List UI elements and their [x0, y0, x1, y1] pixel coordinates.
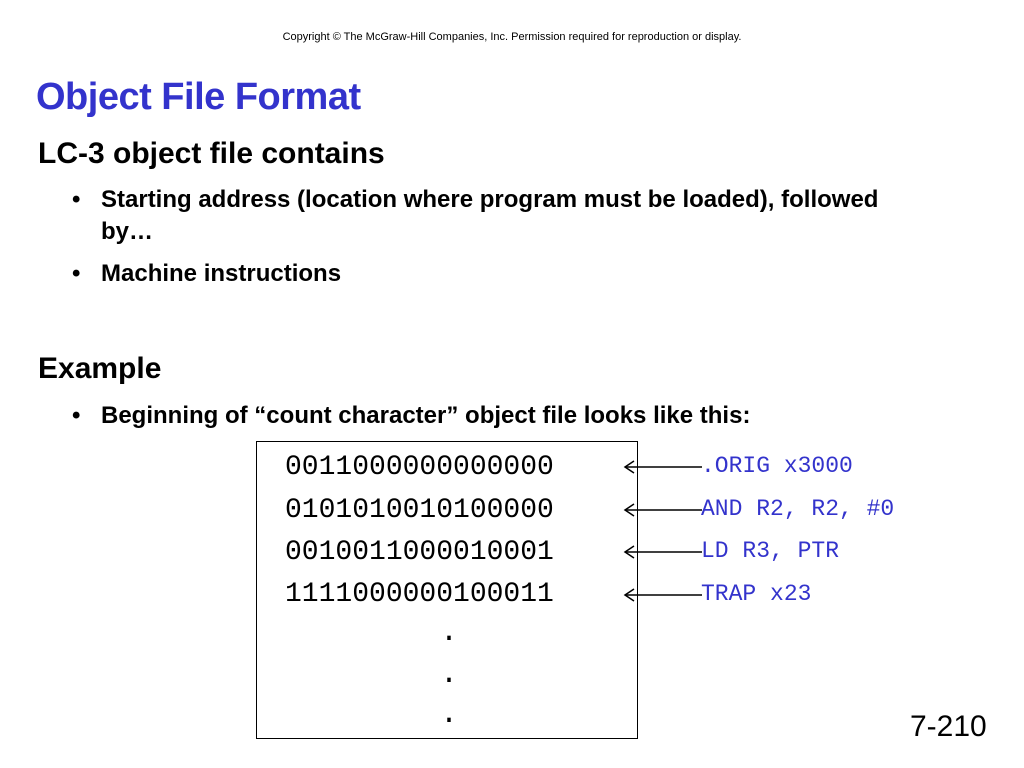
assembly-line: TRAP x23 [701, 581, 812, 607]
bullet-beginning-of-file [72, 400, 972, 432]
bullet-machine-instructions [72, 258, 932, 290]
left-arrow-icon [622, 459, 704, 475]
object-code-line: 0011000000000000 [285, 452, 554, 483]
bullet-marker: • [72, 402, 81, 429]
continuation-dot: . [440, 658, 459, 692]
bullet-marker: • [72, 186, 81, 213]
copyright-notice: Copyright © The McGraw-Hill Companies, Inc. Permission required for reproduction or display. [282, 31, 742, 43]
left-arrow-icon [622, 587, 704, 603]
left-arrow-icon [622, 502, 704, 518]
bullet-marker: • [72, 260, 81, 287]
object-code-line: 0010011000010001 [285, 537, 554, 568]
section-heading-example: Example [38, 352, 162, 385]
assembly-line: .ORIG x3000 [701, 453, 853, 479]
bullet-text: Machine instructions [101, 260, 342, 287]
page-number: 7-210 [910, 710, 987, 743]
assembly-line: AND R2, R2, #0 [701, 496, 895, 522]
assembly-line: LD R3, PTR [701, 538, 840, 564]
bullet-text: Beginning of “count character” object file looks like this: [101, 402, 751, 429]
left-arrow-icon [622, 544, 704, 560]
object-code-line: 1111000000100011 [285, 579, 554, 610]
object-code-line: 0101010010100000 [285, 495, 554, 526]
continuation-dot: . [440, 616, 459, 650]
continuation-dot: . [440, 698, 459, 732]
bullet-starting-address [72, 184, 932, 248]
section-heading-contents: LC-3 object file contains [38, 137, 385, 170]
slide-title: Object File Format [36, 76, 361, 118]
bullet-text: Starting address (location where program must be loaded), followed by… [101, 186, 879, 245]
